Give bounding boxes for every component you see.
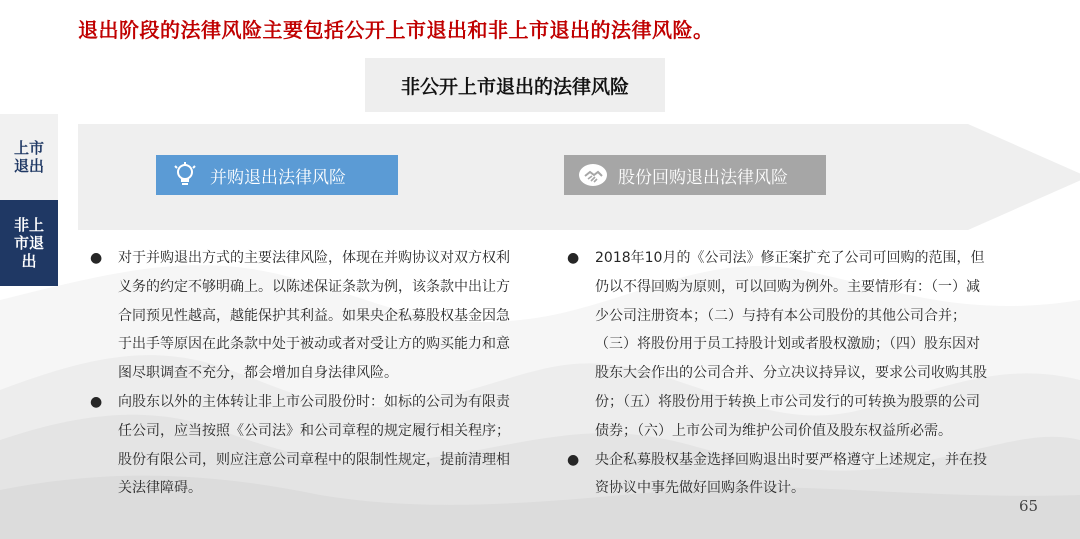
list-item-text: 2018年10月的《公司法》修正案扩充了公司可回购的范围，但仍以不得回购为原则，可以回购为例外。主要情形有：（一）减少公司注册资本；（二）与持有本公司股份的其他公司合并；（三）将股份用于员工持股计划或者股权激励；（四）股东因对股东大会作出的公司合并、分立决议持异议，要求公司收购其股份；（五）将股份用于转换上市公司发行的可转换为股票的公司债券；（六）上市公司为维护公司价值及股东权益所必需。 (595, 250, 987, 439)
page-headline: 退出阶段的法律风险主要包括公开上市退出和非上市退出的法律风险。 (78, 18, 714, 42)
list-item (90, 388, 510, 503)
merger-exit-risk-label: 并购退出法律风险 (210, 167, 346, 188)
lightbulb-icon (170, 160, 200, 190)
merger-risk-list (90, 244, 510, 503)
tab-unlisted-exit[interactable] (0, 200, 58, 286)
buyback-risk-list (567, 244, 987, 503)
bullet-dot: ● (90, 393, 103, 410)
handshake-icon (578, 160, 608, 190)
merger-exit-risk-header (156, 155, 398, 195)
tab-unlisted-exit-label: 非上市退出 (13, 216, 44, 270)
bullet-dot: ● (567, 451, 580, 468)
tab-listed-exit-label: 上市退出 (13, 139, 44, 175)
list-item (567, 446, 987, 504)
side-tabs (0, 114, 60, 286)
list-item-text: 对于并购退出方式的主要法律风险，体现在并购协议对双方权利义务的约定不够明确上。以陈述保证条款为例，该条款中出让方合同预见性越高，越能保护其利益。如果央企私募股权基金因急于出手等原因在此条款中处于被动或者对受让方的购买能力和意图尽职调查不充分，都会增加自身法律风险。 (118, 250, 510, 382)
list-item (567, 244, 987, 446)
list-item-text: 向股东以外的主体转让非上市公司股份时：如标的公司为有限责任公司，应当按照《公司法》和公司章程的规定履行相关程序；股份有限公司，则应注意公司章程中的限制性规定，提前清理相关法律障碍。 (118, 393, 510, 497)
bullet-dot: ● (567, 250, 580, 266)
list-item-text: 央企私募股权基金选择回购退出时要严格遵守上述规定，并在投资协议中事先做好回购条件设计。 (595, 451, 987, 497)
bullet-dot: ● (90, 250, 103, 266)
page-number: 65 (1019, 497, 1039, 515)
buyback-exit-risk-label: 股份回购退出法律风险 (618, 167, 788, 188)
buyback-exit-risk-header (564, 155, 826, 195)
section-title: 非公开上市退出的法律风险 (365, 58, 665, 112)
list-item (90, 244, 510, 388)
tab-listed-exit[interactable] (0, 114, 58, 200)
